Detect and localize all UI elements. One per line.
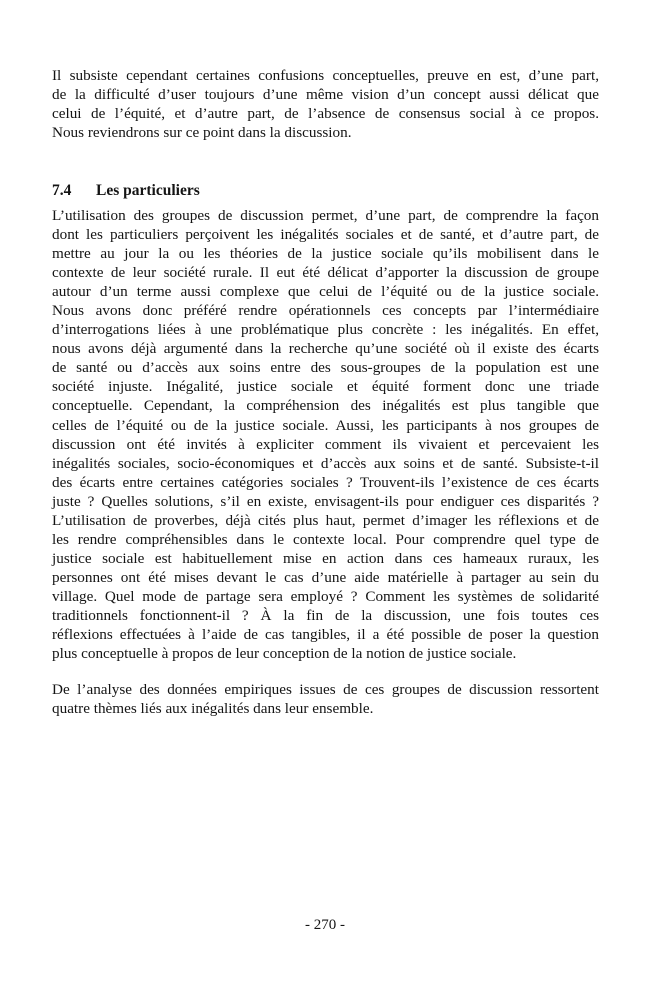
- text-line: nous avons déjà argumenté dans la recherche qu’une société où il existe des écarts: [52, 340, 599, 358]
- text-line: De l’analyse des données empiriques issues de ces groupes de discussion ressortent: [52, 681, 599, 698]
- text-line: des écarts entre certaines catégories sociales ? Trouvent-ils l’existence de ces écarts: [52, 473, 599, 491]
- text-line: juste ? Quelles solutions, s’il en existe, envisagent-ils pour endiguer ces disparités ?: [52, 492, 599, 510]
- section-title: Les particuliers: [96, 182, 200, 199]
- text-line: plus conceptuelle à propos de leur conception de la notion de justice sociale.: [52, 645, 517, 663]
- text-line: justice sociale est habituellement mise en action dans ces hameaux ruraux, les: [52, 549, 599, 567]
- text-line: conceptuelle. Cependant, la compréhension des inégalités est plus tangible que: [52, 397, 599, 415]
- text-line: inégalités sociales, socio-économiques et d’accès aux soins et de santé. Subsiste-t-il: [52, 454, 599, 472]
- text-line: Nous avons donc préféré rendre opérationnels ces concepts par l’intermédiaire: [52, 302, 599, 320]
- text-line: autour d’un terme aussi complexe que celui de l’équité ou de la justice sociale.: [52, 283, 599, 301]
- text-line: celui de l’équité, et d’autre part, de l’absence de consensus social à ce propos.: [52, 105, 599, 123]
- text-line: celles de l’équité ou de la justice sociale. Aussi, les participants à nos groupes de: [52, 416, 599, 434]
- text-line: village. Quel mode de partage sera employé ? Comment les systèmes de solidarité: [52, 587, 599, 605]
- text-line: Il subsiste cependant certaines confusions conceptuelles, preuve en est, d’une part,: [52, 67, 599, 84]
- page-number: - 270 -: [305, 917, 345, 933]
- text-line: les rendre compréhensibles dans le contexte local. Pour comprendre quel type de: [52, 530, 599, 548]
- text-line: quatre thèmes liés aux inégalités dans leur ensemble.: [52, 700, 374, 718]
- section-number: 7.4: [52, 182, 72, 199]
- text-line: personnes ont été mises devant le cas d’une aide matérielle à partager au sein du: [52, 568, 599, 586]
- text-line: d’interrogations liées à une problématique plus concrète : les inégalités. En effet,: [52, 321, 599, 339]
- paragraph-conclusion: [52, 680, 599, 718]
- text-line: mettre au jour la ou les théories de la justice sociale qu’ils mobilisent dans le: [52, 245, 599, 263]
- text-line: discussion ont été invités à expliciter comment ils vivaient et percevaient les: [52, 435, 599, 453]
- text-line: de santé ou d’accès aux soins entre des sous-groupes de la population est une: [52, 359, 599, 377]
- text-line: L’utilisation de proverbes, déjà cités plus haut, permet d’imager les réflexions et de: [52, 511, 599, 529]
- text-line: de la difficulté d’user toujours d’une même vision d’un concept aussi délicat que: [52, 86, 599, 104]
- text-line: dont les particuliers perçoivent les inégalités sociales et de santé, et d’autre part, de: [52, 226, 599, 244]
- text-line: société injuste. Inégalité, justice sociale et équité forment donc une triade: [52, 378, 599, 396]
- paragraph-intro: [52, 66, 599, 142]
- paragraph-particuliers: [52, 206, 599, 663]
- section-heading: [52, 182, 200, 200]
- text-line: contexte de leur société rurale. Il eut été délicat d’apporter la discussion de groupe: [52, 264, 599, 282]
- text-line: réflexions effectuées à l’aide de cas tangibles, il a été possible de poser la question: [52, 626, 599, 644]
- text-line: Nous reviendrons sur ce point dans la discussion.: [52, 124, 352, 142]
- text-line: L’utilisation des groupes de discussion permet, d’une part, de comprendre la façon: [52, 207, 599, 224]
- text-line: traditionnels fonctionnent-il ? À la fin de la discussion, une fois toutes ces: [52, 606, 599, 624]
